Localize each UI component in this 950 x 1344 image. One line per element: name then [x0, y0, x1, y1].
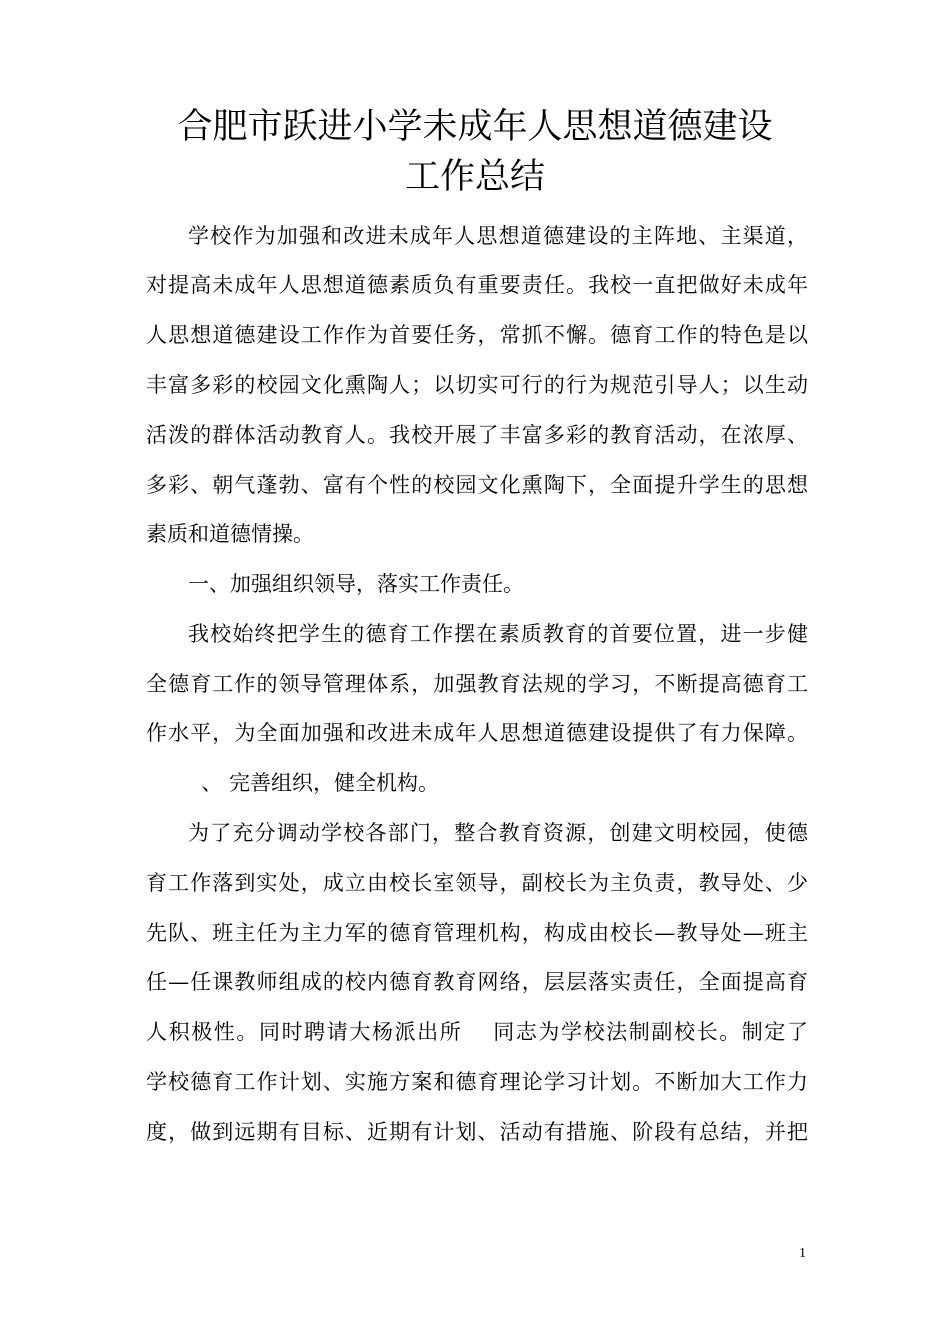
body-line: 全德育工作的领导管理体系，加强教育法规的学习，不断提高德育工 — [146, 672, 808, 696]
body-line: 丰富多彩的校园文化熏陶人；以切实可行的行为规范引导人；以生动 — [146, 373, 808, 397]
body-line: 育工作落到实处，成立由校长室领导，副校长为主负责，教导处、少 — [146, 871, 808, 895]
body-line: 先队、班主任为主力军的德育管理机构，构成由校长—教导处—班主 — [146, 921, 808, 945]
document-title-line-1: 合肥市跃进小学未成年人思想道德建设 — [177, 107, 773, 147]
page-number: 1 — [799, 1246, 806, 1261]
body-line: 作水平，为全面加强和改进未成年人思想道德建设提供了有力保障。 — [146, 721, 808, 745]
body-line: 度，做到远期有目标、近期有计划、活动有措施、阶段有总结，并把 — [146, 1120, 808, 1144]
section-heading: 一、加强组织领导，落实工作责任。 — [188, 572, 524, 596]
body-line: 人积极性。同时聘请大杨派出所 同志为学校法制副校长。制定了 — [146, 1020, 808, 1044]
body-line: 素质和道德情操。 — [146, 522, 314, 546]
body-line: 活泼的群体活动教育人。我校开展了丰富多彩的教育活动，在浓厚、 — [146, 423, 808, 447]
body-line: 多彩、朝气蓬勃、富有个性的校园文化熏陶下，全面提升学生的思想 — [146, 473, 808, 497]
body-line: 人思想道德建设工作作为首要任务，常抓不懈。德育工作的特色是以 — [146, 323, 808, 347]
subsection-heading: 、 完善组织，健全机构。 — [188, 771, 440, 795]
body-line: 我校始终把学生的德育工作摆在素质教育的首要位置，进一步健 — [188, 622, 808, 646]
document-title-line-2: 工作总结 — [404, 157, 545, 197]
body-line: 为了充分调动学校各部门，整合教育资源，创建文明校园，使德 — [188, 821, 808, 845]
body-line: 学校德育工作计划、实施方案和德育理论学习计划。不断加大工作力 — [146, 1070, 808, 1094]
body-line: 对提高未成年人思想道德素质负有重要责任。我校一直把做好未成年 — [146, 273, 808, 297]
body-line: 任—任课教师组成的校内德育教育网络，层层落实责任，全面提高育 — [146, 970, 808, 994]
body-line: 学校作为加强和改进未成年人思想道德建设的主阵地、主渠道， — [188, 224, 808, 248]
